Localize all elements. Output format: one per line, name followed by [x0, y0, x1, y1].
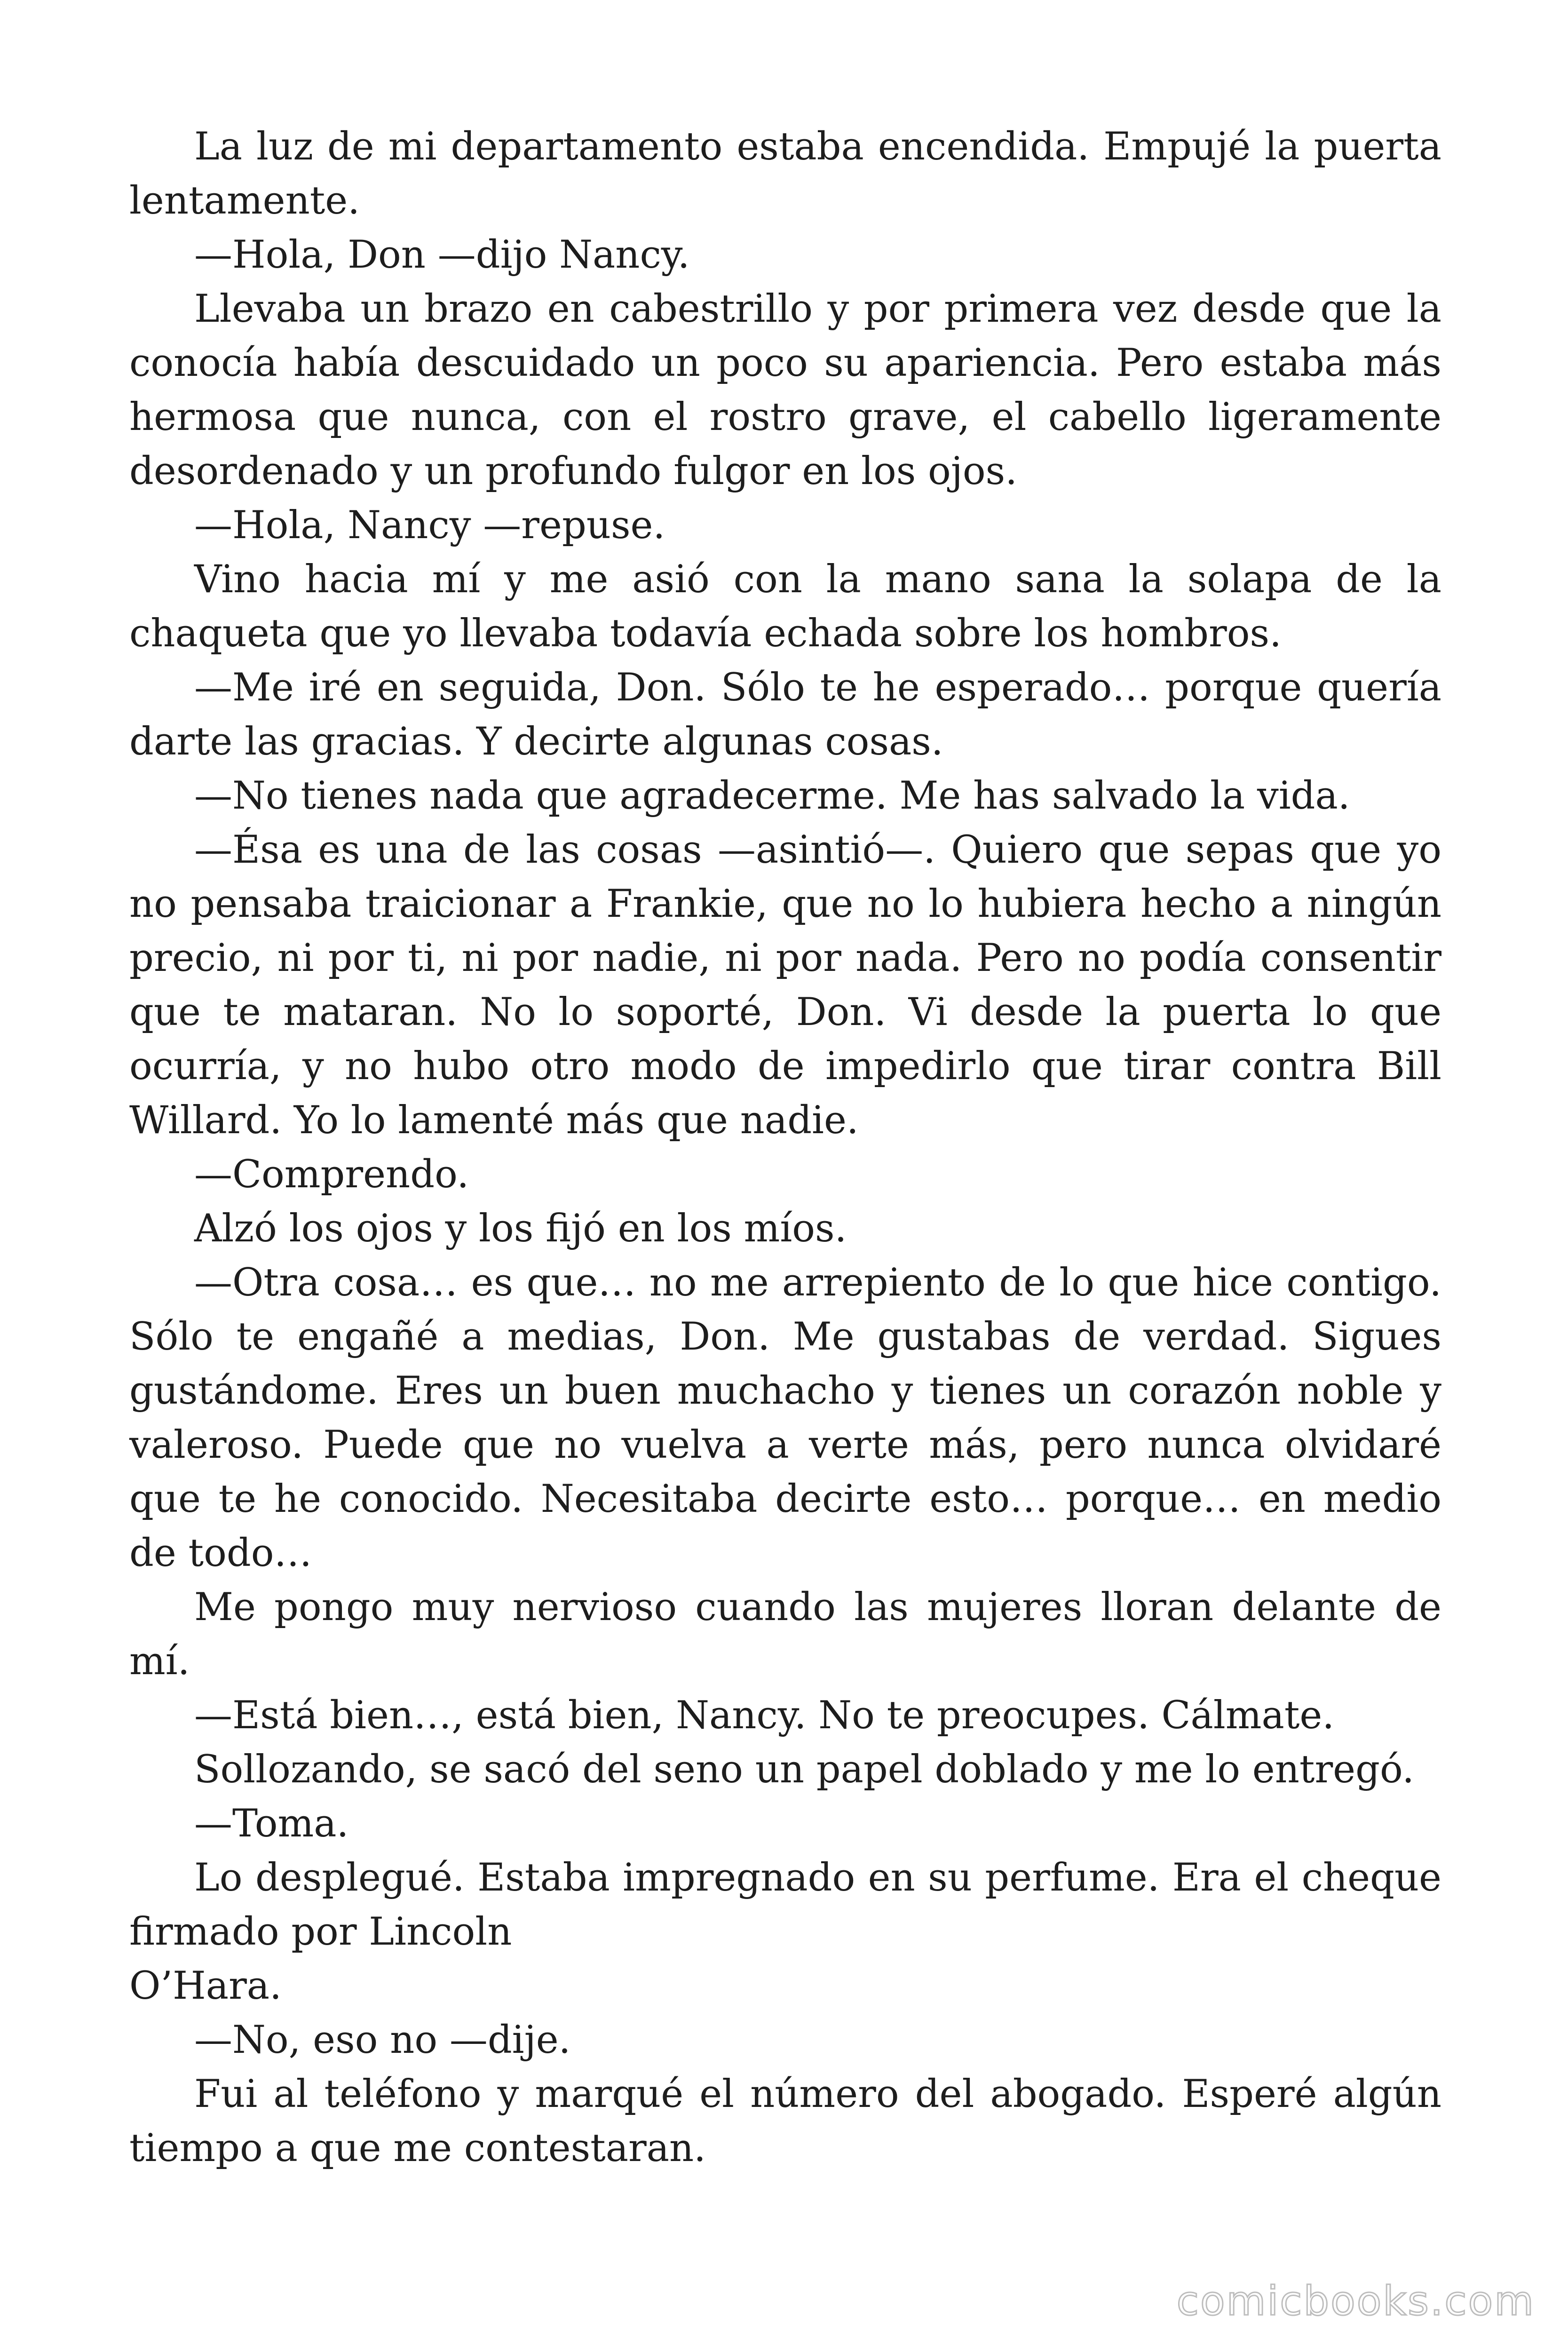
paragraph: —Me iré en seguida, Don. Sólo te he esperado… porque quería darte las gracias. Y decirte algunas cosas.: [129, 666, 1441, 764]
paragraph: Lo desplegué. Estaba impregnado en su perfume. Era el cheque firmado por Lincoln: [129, 1856, 1441, 1954]
paragraph: Llevaba un brazo en cabestrillo y por primera vez desde que la conocía había descuidado un poco su apariencia. Pero estaba más hermosa que nunca, con el rostro grave, el cabello ligeramente desordenado y un profundo fulgor en los ojos.: [129, 287, 1441, 493]
paragraph: —Comprendo.: [194, 1152, 469, 1197]
paragraph: —Toma.: [194, 1802, 349, 1846]
paragraph: O’Hara.: [129, 1964, 282, 2008]
paragraph: —Hola, Don —dijo Nancy.: [194, 233, 690, 277]
paragraph: —No, eso no —dije.: [194, 2018, 571, 2062]
paragraph: Vino hacia mí y me asió con la mano sana la solapa de la chaqueta que yo llevaba todavía echada sobre los hombros.: [129, 557, 1441, 656]
paragraph: La luz de mi departamento estaba encendida. Empujé la puerta lentamente.: [129, 125, 1441, 223]
paragraph: Sollozando, se sacó del seno un papel doblado y me lo entregó.: [194, 1748, 1415, 1792]
paragraph: —Ésa es una de las cosas —asintió—. Quiero que sepas que yo no pensaba traicionar a Frankie, que no lo hubiera hecho a ningún precio, ni por ti, ni por nadie, ni por nada. Pero no podía consentir que te mataran. No lo soporté, Don. Vi desde la puerta lo que ocurría, y no hubo otro modo de impedirlo que tirar contra Bill Willard. Yo lo lamenté más que nadie.: [129, 828, 1441, 1143]
paragraph: Alzó los ojos y los fijó en los míos.: [194, 1207, 847, 1251]
paragraph: —Otra cosa… es que… no me arrepiento de lo que hice contigo. Sólo te engañé a medias, Don. Me gustabas de verdad. Sigues gustándome. Eres un buen muchacho y tienes un corazón noble y valeroso. Puede que no vuelva a verte más, pero nunca olvidaré que te he conocido. Necesitaba decirte esto… porque… en medio de todo…: [129, 1261, 1441, 1575]
paragraph: Fui al teléfono y marqué el número del abogado. Esperé algún tiempo a que me contestaran.: [129, 2072, 1441, 2170]
paragraph: —Está bien…, está bien, Nancy. No te preocupes. Cálmate.: [194, 1693, 1335, 1738]
paragraph: —Hola, Nancy —repuse.: [194, 503, 665, 548]
body-text: [129, 120, 1441, 2176]
site-watermark: comicbooks.com: [1176, 2278, 1535, 2325]
paragraph: —No tienes nada que agradecerme. Me has salvado la vida.: [194, 774, 1350, 818]
paragraph: Me pongo muy nervioso cuando las mujeres lloran delante de mí.: [129, 1585, 1441, 1684]
